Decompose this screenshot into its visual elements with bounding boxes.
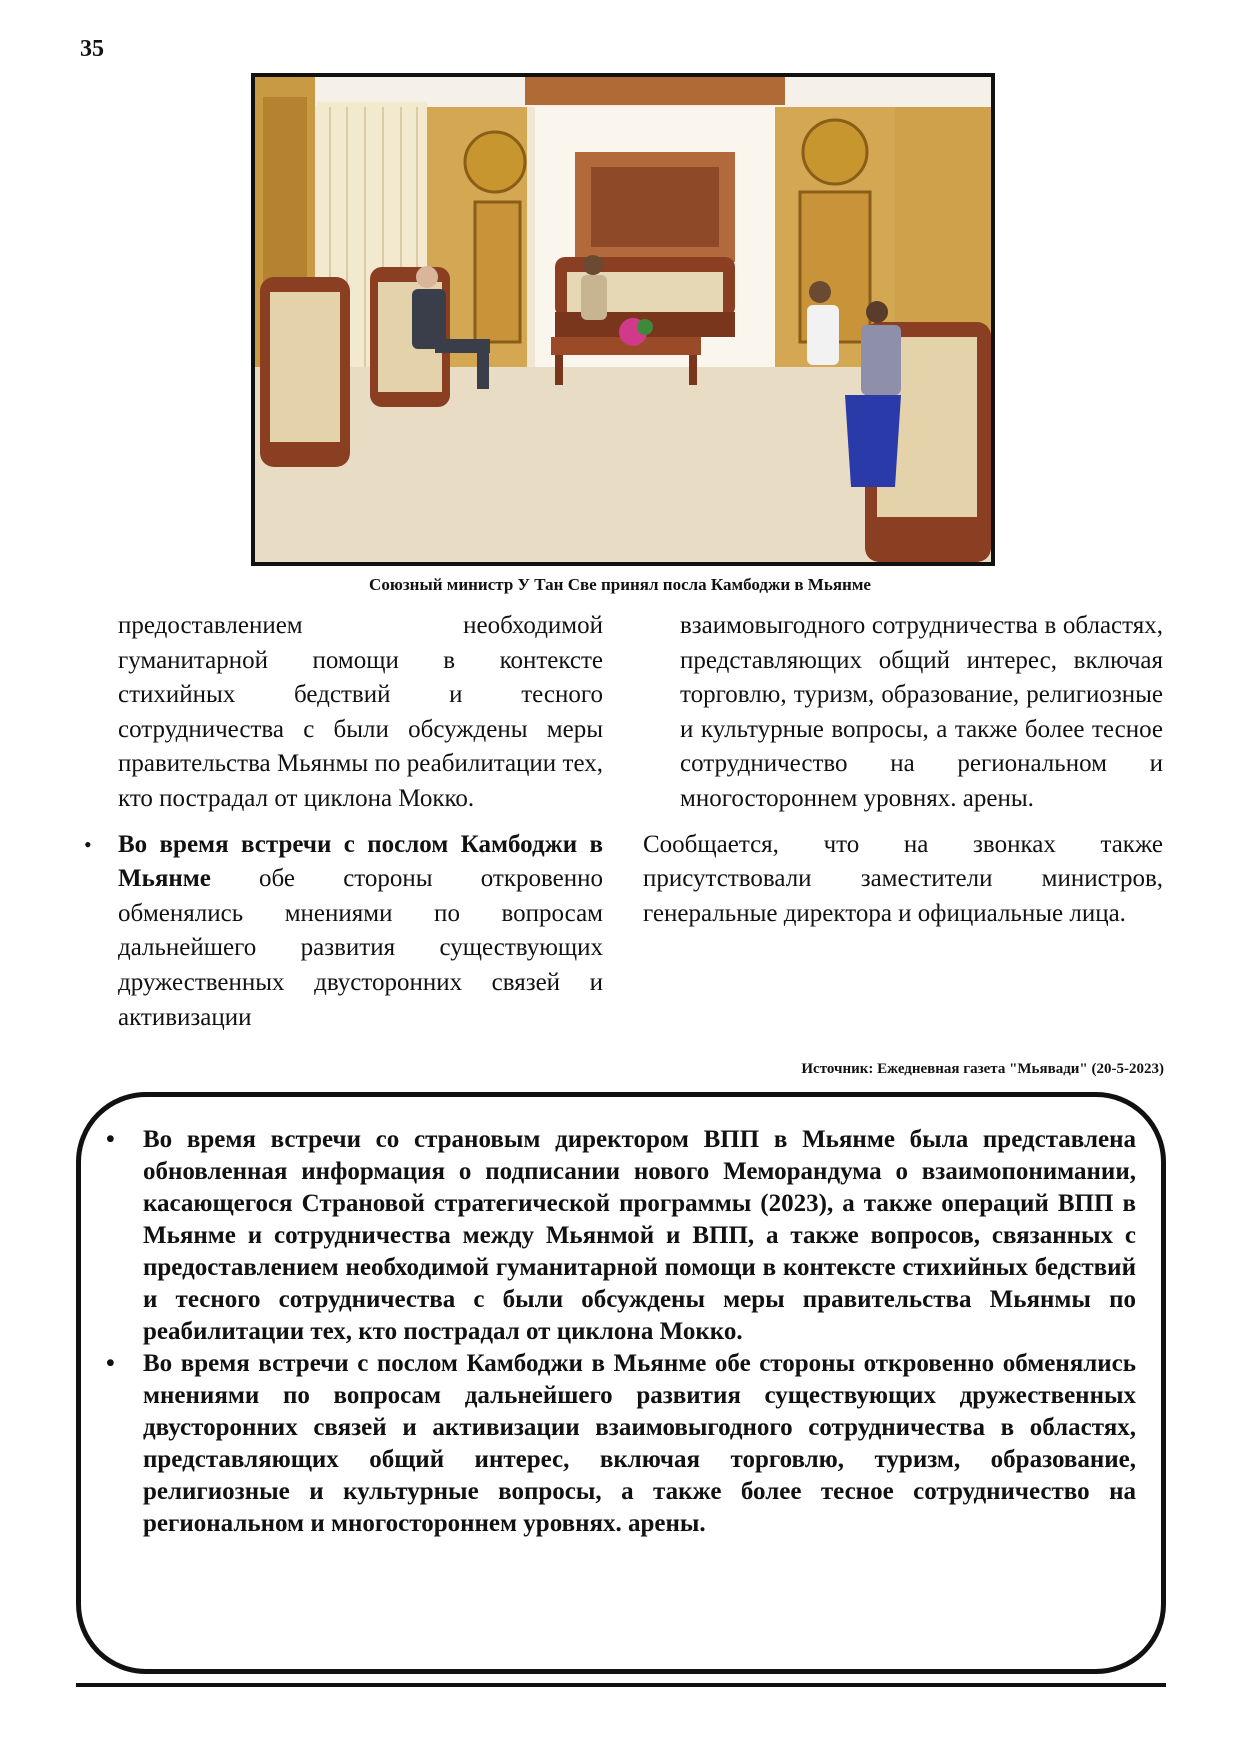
right-column <box>643 609 1163 931</box>
left-bullet-bold: Во время встречи с послом Камбоджи в Мьянме <box>118 830 603 893</box>
source-line: Источник: Ежедневная газета "Мьявади" (20-5-2023) <box>801 1061 1164 1077</box>
left-paragraph: предоставлением необходимой гуманитарной помощи в контексте стихийных бедствий и тесного сотрудничества с были обсуждены меры правительства Мьянмы по реабилитации тех, кто пострадал от циклона Мокко. <box>118 612 603 812</box>
bullet-icon: • <box>84 831 92 857</box>
summary-item-text: Во время встречи с послом Камбоджи в Мьянме обе стороны откровенно обменялись мнениями по вопросам дальнейшего развития существующих дружественных двусторонних связей и активизации взаимовыгодного сотрудничества в областях, представляющих общий интерес, включая торговлю, туризм, образование, религиозные и культурные вопросы, а также более тесное сотрудничество на региональном и многостороннем уровнях. арены. <box>143 1350 1136 1537</box>
meeting-photo-illustration <box>255 77 991 562</box>
bottom-rule <box>76 1683 1166 1687</box>
summary-item-text: Во время встречи со страновым директором ВПП в Мьянме была представлена обновленная информация о подписании нового Меморандума о взаимопонимании, касающегося Страновой стратегической программы (2023), а также операций ВПП в Мьянме и сотрудничества между Мьянмой и ВПП, а также вопросов, связанных с предоставлением необходимой гуманитарной помощи в контексте стихийных бедствий и тесного сотрудничества с были обсуждены меры правительства Мьянмы по реабилитации тех, кто пострадал от циклона Мокко. <box>143 1126 1136 1345</box>
right-paragraph-1: взаимовыгодного сотрудничества в областях, представляющих общий интерес, включая торговлю, туризм, образование, религиозные и культурные вопросы, а также более тесное сотрудничество на региональном и многостороннем уровнях. арены. <box>680 612 1163 812</box>
bullet-icon: • <box>106 1126 115 1153</box>
right-paragraph-2: Сообщается, что на звонках также присутствовали заместители министров, генеральные директора и официальные лица. <box>643 830 1163 927</box>
summary-item <box>106 1348 1136 1540</box>
photo-caption: Союзный министр У Тан Све принял посла Камбоджи в Мьянме <box>369 575 871 594</box>
left-column <box>84 609 603 1035</box>
left-bullet-text: обе стороны откровенно обменялись мнениями по вопросам дальнейшего развития существующих дружественных двусторонних связей и активизации <box>118 865 603 1031</box>
bullet-icon: • <box>106 1350 115 1377</box>
summary-list <box>106 1124 1136 1540</box>
summary-item <box>106 1124 1136 1348</box>
page-number: 35 <box>80 36 104 62</box>
left-bullet <box>84 828 603 1036</box>
meeting-photo <box>251 73 995 566</box>
